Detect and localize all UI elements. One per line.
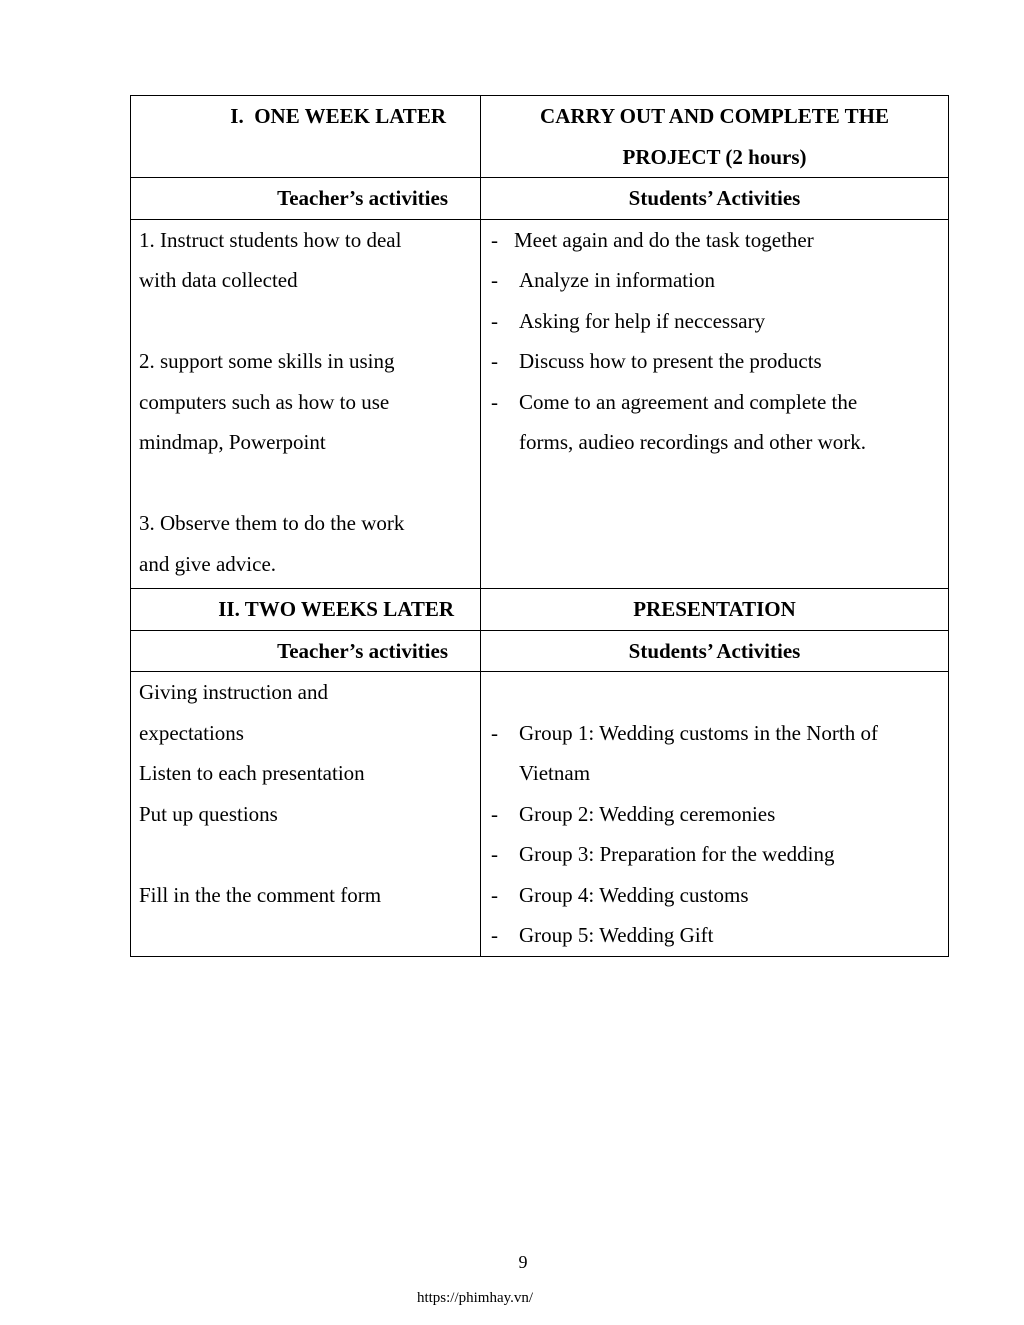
blank-line bbox=[139, 834, 472, 875]
teacher-line: 3. Observe them to do the work bbox=[139, 511, 405, 535]
teacher-line: Listen to each presentation bbox=[139, 761, 365, 785]
teacher-line: 2. support some skills in using bbox=[139, 349, 395, 373]
blank-line bbox=[489, 672, 940, 713]
section-1-title-row bbox=[131, 96, 949, 178]
teacher-line: Giving instruction and bbox=[139, 680, 328, 704]
students-activities-header: Students’ Activities bbox=[481, 630, 949, 672]
section-2-task-title: PRESENTATION bbox=[481, 589, 949, 631]
student-bullet: - Group 3: Preparation for the wedding bbox=[489, 834, 940, 875]
student-bullet: - Group 4: Wedding customs bbox=[489, 875, 940, 916]
student-bullet: - Meet again and do the task together bbox=[489, 220, 940, 261]
section-2-content-row bbox=[131, 672, 949, 957]
section-1-students-cell bbox=[481, 219, 949, 589]
student-bullet: - Asking for help if neccessary bbox=[489, 301, 940, 342]
students-activities-header: Students’ Activities bbox=[481, 178, 949, 220]
section-2-title-row bbox=[131, 589, 949, 631]
student-bullet-continuation: Vietnam bbox=[519, 761, 591, 785]
section-1-task-title bbox=[481, 96, 949, 178]
section-2-teacher-cell bbox=[131, 672, 481, 957]
section-1-content-row bbox=[131, 219, 949, 589]
student-bullet: - Come to an agreement and complete the bbox=[489, 382, 940, 423]
teacher-activities-header: Teacher’s activities bbox=[131, 630, 481, 672]
section-2-title: II. TWO WEEKS LATER bbox=[131, 589, 481, 631]
teacher-activities-header: Teacher’s activities bbox=[131, 178, 481, 220]
teacher-line: 1. Instruct students how to deal bbox=[139, 227, 402, 252]
teacher-line: and give advice. bbox=[139, 551, 277, 576]
student-bullet-continuation: forms, audieo recordings and other work. bbox=[519, 430, 866, 454]
section-2-students-cell bbox=[481, 672, 949, 957]
student-bullet: - Discuss how to present the products bbox=[489, 341, 940, 382]
footer-url[interactable]: https://phimhay.vn/ bbox=[416, 1290, 534, 1306]
teacher-line: with data collected bbox=[139, 268, 298, 292]
section-1-teacher-cell bbox=[131, 219, 481, 589]
student-bullet: - Analyze in information bbox=[489, 260, 940, 301]
section-1-header-row bbox=[131, 178, 949, 220]
blank-line bbox=[139, 463, 472, 504]
lesson-plan-table bbox=[130, 95, 949, 957]
teacher-line: Fill in the the comment form bbox=[139, 882, 382, 907]
student-bullet: - Group 1: Wedding customs in the North of bbox=[489, 713, 940, 754]
blank-line bbox=[139, 301, 472, 342]
task-title-line-1: CARRY OUT AND COMPLETE THE bbox=[540, 104, 889, 128]
task-title-line-2: PROJECT (2 hours) bbox=[622, 144, 807, 169]
student-bullet: - Group 5: Wedding Gift bbox=[489, 915, 940, 956]
teacher-line: expectations bbox=[139, 720, 244, 745]
teacher-line: Put up questions bbox=[139, 801, 278, 826]
teacher-line: computers such as how to use bbox=[139, 389, 390, 414]
section-1-title-text: I. ONE WEEK LATER bbox=[230, 104, 446, 128]
teacher-line: mindmap, Powerpoint bbox=[139, 430, 326, 454]
student-bullet: - Group 2: Wedding ceremonies bbox=[489, 794, 940, 835]
section-2-header-row bbox=[131, 630, 949, 672]
section-1-title bbox=[131, 96, 481, 178]
page-number: 9 bbox=[518, 1252, 528, 1272]
